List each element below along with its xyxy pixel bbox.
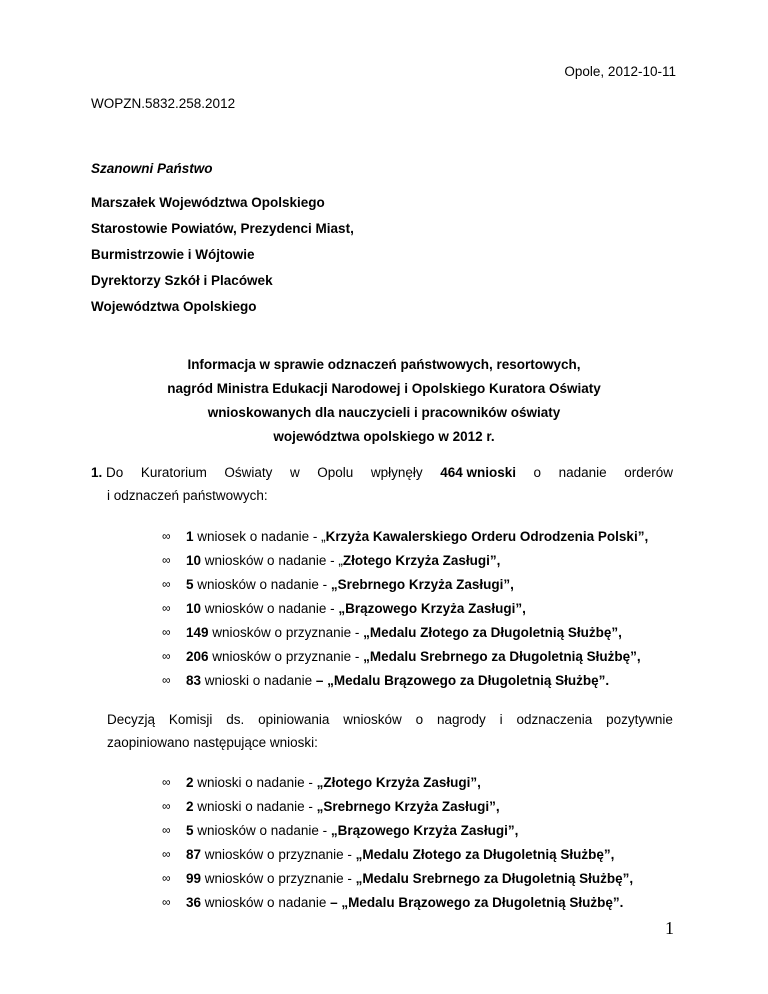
award-name: – „Medalu Brązowego za Długoletnią Służbę”. — [330, 895, 624, 910]
word: nadanie — [558, 465, 607, 480]
word: pozytywnie — [606, 712, 673, 727]
item-text: wniosków o przyznanie - — [208, 625, 364, 640]
list-item — [0, 529, 768, 549]
bullet-icon: ∞ — [162, 601, 171, 615]
item-text: wniosków o przyznanie - — [201, 847, 356, 862]
award-name: Złotego Krzyża Zasługi”, — [342, 553, 501, 568]
recipient-line: Dyrektorzy Szkół i Placówek — [91, 273, 273, 288]
section-number: 1. — [91, 465, 103, 480]
document-title-line: wnioskowanych dla nauczycieli i pracowników oświaty — [207, 405, 561, 420]
bullet-icon: ∞ — [162, 553, 171, 567]
item-text: wniosków o nadanie — [201, 895, 331, 910]
bullet-icon: ∞ — [162, 529, 171, 543]
list-item — [0, 577, 768, 597]
bullet-icon: ∞ — [162, 775, 171, 789]
word: o — [533, 465, 542, 480]
list-item — [0, 823, 768, 843]
list-item — [0, 895, 768, 915]
list-item — [0, 871, 768, 891]
place-date: Opole, 2012-10-11 — [564, 64, 676, 79]
list-item — [0, 847, 768, 867]
count: 83 — [186, 673, 202, 688]
document-title-line: województwa opolskiego w 2012 r. — [273, 429, 495, 444]
item-text: wniosków o nadanie - „ — [201, 553, 343, 568]
document-title-line: Informacja w sprawie odznaczeń państwowych, resortowych, — [187, 357, 581, 372]
bullet-icon: ∞ — [162, 649, 171, 663]
award-name: „Złotego Krzyża Zasługi”, — [316, 775, 481, 790]
bullet-icon: ∞ — [162, 871, 171, 885]
bullet-icon: ∞ — [162, 847, 171, 861]
document-title-line: nagród Ministra Edukacji Narodowej i Opolskiego Kuratora Oświaty — [167, 381, 601, 396]
count: 99 — [186, 871, 202, 886]
award-name: „Brązowego Krzyża Zasługi”, — [338, 601, 526, 616]
award-name: – „Medalu Brązowego za Długoletnią Służbę”. — [315, 673, 610, 688]
word: i — [499, 712, 503, 727]
count: 36 — [186, 895, 202, 910]
award-name: „Medalu Złotego za Długoletnią Służbę”, — [355, 847, 615, 862]
item-text: wniosków o nadanie - — [193, 577, 331, 592]
list-item — [0, 775, 768, 795]
word: ds. — [226, 712, 245, 727]
word: wniosków — [343, 712, 402, 727]
count: 2 — [186, 799, 194, 814]
item-text: wniosków o przyznanie - — [208, 649, 364, 664]
count: 149 — [186, 625, 209, 640]
item-text: wnioski o nadanie - — [193, 799, 317, 814]
list-item — [0, 649, 768, 669]
recipient-line: Starostowie Powiatów, Prezydenci Miast, — [91, 221, 354, 236]
word: w — [289, 465, 300, 480]
bullet-icon: ∞ — [162, 799, 171, 813]
bullet-icon: ∞ — [162, 673, 171, 687]
count: 5 — [186, 577, 194, 592]
word: Do — [106, 465, 124, 480]
reference-number: WOPZN.5832.258.2012 — [91, 96, 236, 111]
bullet-icon: ∞ — [162, 625, 171, 639]
decision-paragraph — [107, 712, 673, 727]
count: 2 — [186, 775, 194, 790]
word: odznaczenia — [516, 712, 593, 727]
award-name: „Srebrnego Krzyża Zasługi”, — [330, 577, 514, 592]
recipient-line: Burmistrzowie i Wójtowie — [91, 247, 255, 262]
list-item — [0, 625, 768, 645]
item-text: wniosków o przyznanie - — [201, 871, 356, 886]
word: Komisji — [168, 712, 213, 727]
item-text: wniosków o nadanie - — [201, 601, 339, 616]
word: wpłynęły — [370, 465, 423, 480]
word: Opolu — [317, 465, 354, 480]
page-number: 1 — [665, 918, 674, 938]
bullet-icon: ∞ — [162, 823, 171, 837]
list-item — [0, 553, 768, 573]
award-name: „Brązowego Krzyża Zasługi”, — [330, 823, 519, 838]
decision-paragraph-cont: zaopiniowano następujące wnioski: — [107, 735, 318, 750]
award-name: Krzyża Kawalerskiego Orderu Odrodzenia Polski”, — [325, 529, 649, 544]
section1-intro — [91, 465, 673, 480]
word: Decyzją — [107, 712, 156, 727]
item-text: wniosek o nadanie - „ — [193, 529, 326, 544]
count: 1 — [186, 529, 194, 544]
section1-intro-cont: i odznaczeń państwowych: — [107, 488, 268, 503]
award-name: „Srebrnego Krzyża Zasługi”, — [316, 799, 500, 814]
item-text: wniosków o nadanie - — [193, 823, 331, 838]
word: Oświaty — [224, 465, 273, 480]
word: 464 wnioski — [440, 465, 516, 480]
bullet-icon: ∞ — [162, 577, 171, 591]
word: opiniowania — [258, 712, 330, 727]
word: Kuratorium — [140, 465, 207, 480]
count: 10 — [186, 553, 202, 568]
bullet-icon: ∞ — [162, 895, 171, 909]
salutation: Szanowni Państwo — [91, 161, 213, 176]
word: orderów — [624, 465, 673, 480]
list-item — [0, 601, 768, 621]
word: nagrody — [436, 712, 486, 727]
count: 87 — [186, 847, 202, 862]
item-text: wnioski o nadanie — [201, 673, 316, 688]
award-name: „Medalu Złotego za Długoletnią Służbę”, — [363, 625, 622, 640]
count: 5 — [186, 823, 194, 838]
item-text: wnioski o nadanie - — [193, 775, 317, 790]
count: 206 — [186, 649, 209, 664]
count: 10 — [186, 601, 202, 616]
award-name: „Medalu Srebrnego za Długoletnią Służbę”, — [363, 649, 641, 664]
list-item — [0, 799, 768, 819]
list-item — [0, 673, 768, 693]
recipient-line: Marszałek Województwa Opolskiego — [91, 195, 325, 210]
word: o — [415, 712, 424, 727]
recipient-line: Województwa Opolskiego — [91, 299, 257, 314]
award-name: „Medalu Srebrnego za Długoletnią Służbę”, — [355, 871, 634, 886]
